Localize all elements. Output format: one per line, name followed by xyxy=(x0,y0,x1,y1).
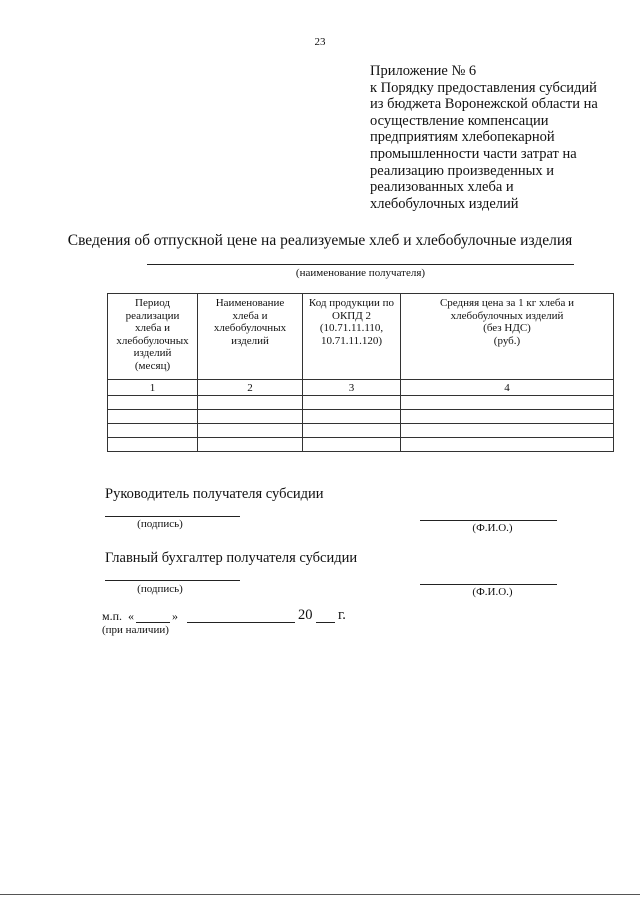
table-row xyxy=(108,395,614,409)
table-cell[interactable] xyxy=(303,423,401,437)
open-quote: « xyxy=(128,609,134,623)
appendix-line: к Порядку предоставления субсидий xyxy=(370,79,597,96)
appendix-line: Приложение № 6 xyxy=(370,63,477,79)
table-cell[interactable] xyxy=(401,423,614,437)
close-quote: » xyxy=(172,609,178,623)
appendix-line: предприятиям хлебопекарной xyxy=(370,129,555,146)
accountant-name-line[interactable] xyxy=(420,584,557,585)
table-cell[interactable] xyxy=(303,395,401,409)
table-cell[interactable] xyxy=(303,437,401,451)
head-signature-caption: (подпись) xyxy=(137,518,183,530)
table-cell[interactable] xyxy=(108,395,198,409)
table-cell[interactable] xyxy=(198,409,303,423)
table-cell[interactable] xyxy=(108,437,198,451)
recipient-name-line xyxy=(147,264,574,265)
head-name-line[interactable] xyxy=(420,520,557,521)
appendix-line: из бюджета Воронежской области на xyxy=(370,96,598,113)
head-signature-title: Руководитель получателя субсидии xyxy=(105,486,324,502)
table-cell[interactable] xyxy=(401,395,614,409)
column-number: 4 xyxy=(401,380,614,396)
table-cell[interactable] xyxy=(198,437,303,451)
page-bottom-edge xyxy=(0,894,640,895)
appendix-line: промышленности части затрат на xyxy=(370,145,577,162)
header-okpd-code: Код продукции по ОКПД 2 (10.71.11.110, 10.71.11.120) xyxy=(303,294,401,380)
appendix-line: хлебобулочных изделий xyxy=(370,195,519,212)
header-period: Период реализации хлеба и хлебобулочных изделий (месяц) xyxy=(108,294,198,380)
accountant-signature-title: Главный бухгалтер получателя субсидии xyxy=(105,550,358,566)
appendix-line: реализованных хлеба и xyxy=(370,179,514,196)
document-title: Сведения об отпускной цене на реализуемые хлеб и хлебобулочные изделия xyxy=(67,232,573,249)
table-header-row xyxy=(108,294,614,380)
accountant-signature-caption: (подпись) xyxy=(137,583,183,595)
table-row xyxy=(108,423,614,437)
table-row xyxy=(108,437,614,451)
table-cell[interactable] xyxy=(198,395,303,409)
column-number-row xyxy=(108,380,614,396)
appendix-header xyxy=(370,63,630,212)
price-table xyxy=(107,293,614,452)
page-number: 23 xyxy=(314,36,326,48)
table-cell[interactable] xyxy=(198,423,303,437)
appendix-line: осуществление компенсации xyxy=(370,112,549,129)
column-number: 2 xyxy=(198,380,303,396)
table-cell[interactable] xyxy=(108,409,198,423)
header-product-name: Наименование хлеба и хлебобулочных изделий xyxy=(198,294,303,380)
month-line[interactable] xyxy=(187,622,295,623)
accountant-signature-line[interactable] xyxy=(105,580,240,581)
year-prefix: 20 xyxy=(298,607,313,623)
head-name-caption: (Ф.И.О.) xyxy=(472,522,513,534)
year-suffix: г. xyxy=(338,607,346,623)
stamp-label: м.п. xyxy=(102,609,123,623)
table-cell[interactable] xyxy=(303,409,401,423)
year-line[interactable] xyxy=(316,622,335,623)
day-line[interactable] xyxy=(136,622,170,623)
recipient-caption: (наименование получателя) xyxy=(295,267,426,279)
column-number: 1 xyxy=(108,380,198,396)
table-cell[interactable] xyxy=(401,437,614,451)
header-average-price: Средняя цена за 1 кг хлеба и хлебобулочных изделий (без НДС) (руб.) xyxy=(401,294,614,380)
table-row xyxy=(108,409,614,423)
stamp-note: (при наличии) xyxy=(102,624,169,636)
appendix-line: реализацию произведенных и xyxy=(370,162,555,179)
accountant-name-caption: (Ф.И.О.) xyxy=(472,586,513,598)
head-signature-line[interactable] xyxy=(105,516,240,517)
table-cell[interactable] xyxy=(401,409,614,423)
table-cell[interactable] xyxy=(108,423,198,437)
column-number: 3 xyxy=(303,380,401,396)
